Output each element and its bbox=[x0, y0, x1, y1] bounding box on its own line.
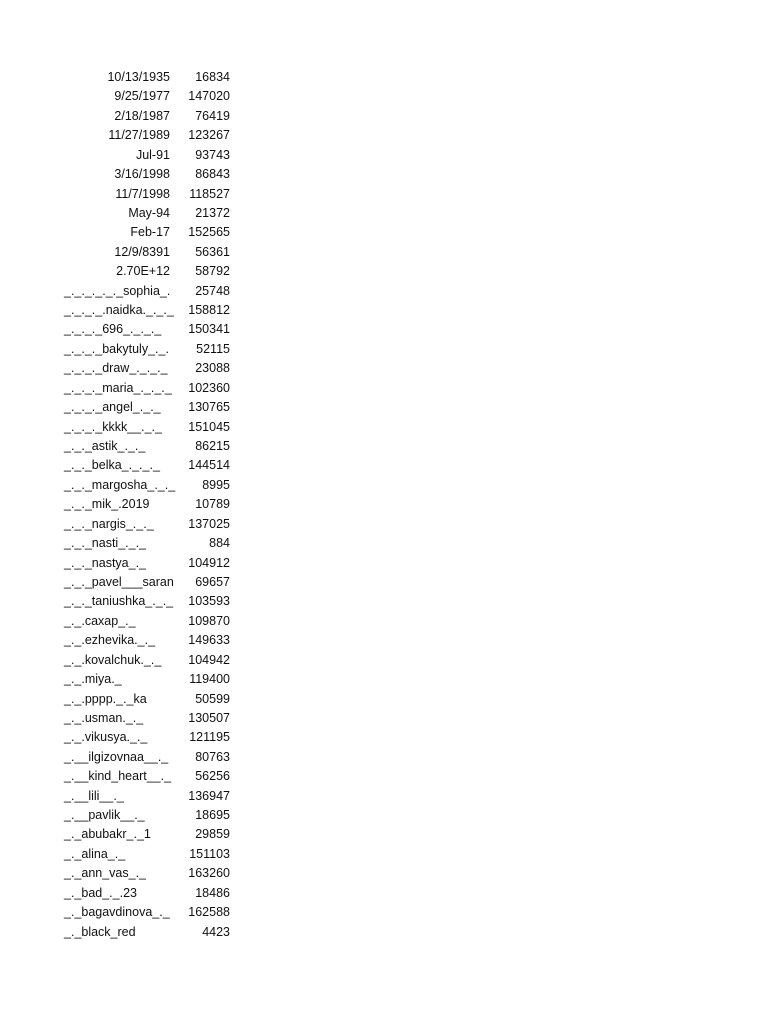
cell-column-b: 151103 bbox=[189, 846, 230, 861]
table-row bbox=[0, 825, 768, 844]
cell-column-a: 9/25/1977 bbox=[114, 89, 170, 104]
cell-column-b: 144514 bbox=[188, 458, 230, 473]
cell-column-a: _._._._bakytuly_._. bbox=[64, 341, 169, 356]
cell-column-b: 58792 bbox=[195, 264, 230, 279]
table-row bbox=[0, 476, 768, 495]
cell-column-a: _._.usman._._ bbox=[64, 710, 144, 725]
table-row bbox=[0, 87, 768, 106]
table-row bbox=[0, 359, 768, 378]
table-row bbox=[0, 709, 768, 728]
cell-column-a: 11/7/1998 bbox=[115, 186, 170, 201]
cell-column-b: 119400 bbox=[189, 672, 230, 687]
cell-column-a: _._.vikusya._._ bbox=[64, 730, 148, 745]
table-row bbox=[0, 107, 768, 126]
cell-column-b: 137025 bbox=[188, 516, 230, 531]
table-row bbox=[0, 923, 768, 942]
table-row bbox=[0, 845, 768, 864]
cell-column-a: _._abubakr_._1 bbox=[64, 827, 151, 842]
cell-column-b: 118527 bbox=[189, 186, 230, 201]
cell-column-a: May-94 bbox=[128, 205, 170, 220]
table-row bbox=[0, 670, 768, 689]
cell-column-b: 121195 bbox=[189, 730, 230, 745]
cell-column-a: _._._._.naidka._._._ bbox=[64, 303, 174, 318]
cell-column-b: 109870 bbox=[188, 613, 230, 628]
table-row bbox=[0, 884, 768, 903]
table-row bbox=[0, 185, 768, 204]
cell-column-b: 23088 bbox=[195, 361, 230, 376]
table-row bbox=[0, 748, 768, 767]
table-row bbox=[0, 728, 768, 747]
cell-column-a: _._._._696_._._._ bbox=[64, 322, 162, 337]
table-row bbox=[0, 340, 768, 359]
table-row bbox=[0, 320, 768, 339]
table-row bbox=[0, 612, 768, 631]
cell-column-a: _._._nasti_._._ bbox=[64, 536, 147, 551]
cell-column-a: _._._._._._sophia_. bbox=[64, 283, 171, 298]
cell-column-a: _._.miya._ bbox=[64, 672, 122, 687]
cell-column-a: 2/18/1987 bbox=[114, 108, 170, 123]
table-row bbox=[0, 787, 768, 806]
cell-column-a: _._._astik_._._ bbox=[64, 439, 146, 454]
cell-column-b: 151045 bbox=[188, 419, 230, 434]
cell-column-b: 86215 bbox=[195, 439, 230, 454]
table-row bbox=[0, 456, 768, 475]
table-row bbox=[0, 767, 768, 786]
cell-column-a: 10/13/1935 bbox=[107, 70, 170, 84]
cell-column-a: _._._pavel___saran bbox=[64, 574, 174, 589]
table-row bbox=[0, 68, 768, 87]
cell-column-a: _._black_red bbox=[64, 924, 136, 939]
cell-column-b: 18695 bbox=[195, 808, 230, 823]
table-row bbox=[0, 437, 768, 456]
table-row bbox=[0, 806, 768, 825]
cell-column-a: _.__pavlik__._ bbox=[64, 808, 145, 823]
table-row bbox=[0, 398, 768, 417]
cell-column-b: 152565 bbox=[188, 225, 230, 240]
cell-column-b: 29859 bbox=[195, 827, 230, 842]
cell-column-a: 12/9/8391 bbox=[114, 244, 170, 259]
cell-column-b: 136947 bbox=[188, 788, 230, 803]
cell-column-b: 18486 bbox=[195, 885, 230, 900]
cell-column-b: 93743 bbox=[195, 147, 230, 162]
cell-column-a: _._._nargis_._._ bbox=[64, 516, 154, 531]
cell-column-a: _._.ezhevika._._ bbox=[64, 633, 156, 648]
cell-column-a: _._.pppp._._ka bbox=[64, 691, 147, 706]
cell-column-a: _._._taniushka_._._ bbox=[64, 594, 174, 609]
cell-column-b: 158812 bbox=[188, 303, 230, 318]
cell-column-a: Feb-17 bbox=[130, 225, 170, 240]
cell-column-b: 25748 bbox=[195, 283, 230, 298]
cell-column-b: 52115 bbox=[196, 341, 230, 356]
cell-column-b: 80763 bbox=[195, 749, 230, 764]
cell-column-b: 150341 bbox=[188, 322, 230, 337]
table-row bbox=[0, 126, 768, 145]
cell-column-a: _.__ilgizovnaa__._ bbox=[64, 749, 169, 764]
table-row bbox=[0, 631, 768, 650]
cell-column-a: _._ann_vas_._ bbox=[64, 866, 147, 881]
cell-column-a: _._.caxap_._ bbox=[64, 613, 136, 628]
cell-column-a: _.__lili__._ bbox=[64, 788, 124, 803]
cell-column-b: 162588 bbox=[188, 905, 230, 920]
cell-column-a: _.__kind_heart__._ bbox=[64, 769, 172, 784]
cell-column-b: 130507 bbox=[188, 710, 230, 725]
table-row bbox=[0, 592, 768, 611]
cell-column-b: 8995 bbox=[202, 477, 230, 492]
cell-column-b: 21372 bbox=[195, 205, 230, 220]
table-row bbox=[0, 223, 768, 242]
cell-column-b: 16834 bbox=[195, 70, 230, 84]
table-row bbox=[0, 418, 768, 437]
cell-column-b: 50599 bbox=[195, 691, 230, 706]
cell-column-a: _._._mik_.2019 bbox=[64, 497, 150, 512]
cell-column-b: 10789 bbox=[195, 497, 230, 512]
cell-column-b: 884 bbox=[209, 536, 230, 551]
table-row bbox=[0, 262, 768, 281]
table-row bbox=[0, 495, 768, 514]
cell-column-b: 76419 bbox=[195, 108, 230, 123]
table-row bbox=[0, 903, 768, 922]
spreadsheet-page bbox=[0, 68, 768, 942]
table-row bbox=[0, 515, 768, 534]
cell-column-b: 4423 bbox=[202, 924, 230, 939]
cell-column-b: 102360 bbox=[188, 380, 230, 395]
table-row bbox=[0, 573, 768, 592]
table-row bbox=[0, 204, 768, 223]
table-row bbox=[0, 301, 768, 320]
cell-column-b: 56361 bbox=[195, 244, 230, 259]
cell-column-a: _._._._draw_._._._ bbox=[64, 361, 168, 376]
cell-column-a: _._alina_._ bbox=[64, 846, 126, 861]
cell-column-a: Jul-91 bbox=[135, 147, 170, 162]
cell-column-a: _._._belka_._._._ bbox=[64, 458, 160, 473]
cell-column-a: _._bagavdinova_._ bbox=[64, 905, 170, 920]
cell-column-b: 149633 bbox=[188, 633, 230, 648]
cell-column-a: _._._._angel_._._ bbox=[64, 400, 161, 415]
cell-column-a: _._._._maria_._._._ bbox=[64, 380, 172, 395]
table-row bbox=[0, 690, 768, 709]
cell-column-a: _._bad_._.23 bbox=[64, 885, 137, 900]
cell-column-b: 130765 bbox=[188, 400, 230, 415]
table-row bbox=[0, 243, 768, 262]
cell-column-b: 56256 bbox=[195, 769, 230, 784]
cell-column-a: _._._._kkkk__._._ bbox=[64, 419, 162, 434]
cell-column-b: 103593 bbox=[188, 594, 230, 609]
cell-column-a: 3/16/1998 bbox=[114, 167, 170, 182]
cell-column-b: 163260 bbox=[188, 866, 230, 881]
table-row bbox=[0, 651, 768, 670]
table-row bbox=[0, 864, 768, 883]
cell-column-a: 11/27/1989 bbox=[108, 128, 170, 143]
table-row bbox=[0, 165, 768, 184]
cell-column-b: 104912 bbox=[188, 555, 230, 570]
table-row bbox=[0, 146, 768, 165]
cell-column-a: _._.kovalchuk._._ bbox=[64, 652, 162, 667]
cell-column-a: 2.70E+12 bbox=[116, 264, 170, 279]
cell-column-b: 104942 bbox=[188, 652, 230, 667]
table-row bbox=[0, 554, 768, 573]
cell-column-a: _._._nastya_._ bbox=[64, 555, 147, 570]
cell-column-b: 147020 bbox=[188, 89, 230, 104]
cell-column-a: _._._margosha_._._ bbox=[64, 477, 176, 492]
table-row bbox=[0, 282, 768, 301]
table-row bbox=[0, 534, 768, 553]
cell-column-b: 86843 bbox=[195, 167, 230, 182]
table-row bbox=[0, 379, 768, 398]
cell-column-b: 123267 bbox=[188, 128, 230, 143]
cell-column-b: 69657 bbox=[195, 574, 230, 589]
